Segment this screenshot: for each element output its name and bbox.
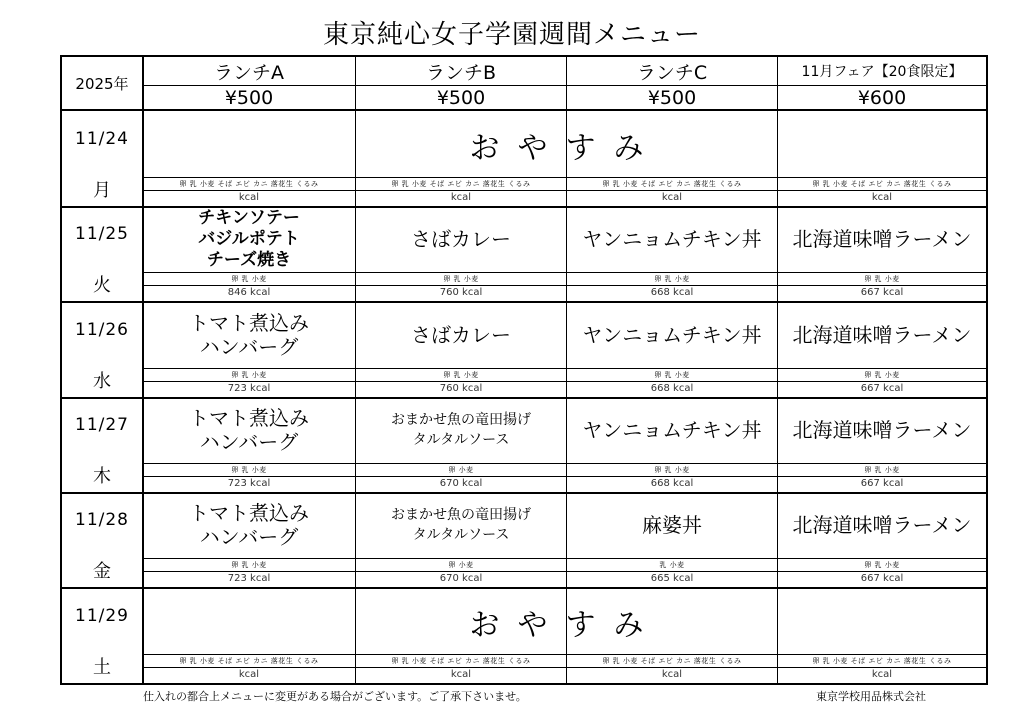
dish-name: 麻婆丼: [642, 513, 702, 537]
holiday-label: おやすみ: [469, 608, 662, 643]
dish-name: ヤンニョムチキン丼: [582, 323, 762, 347]
calorie-value: kcal: [871, 191, 893, 203]
row-divider: [143, 190, 988, 191]
calorie-value: 760 kcal: [439, 382, 483, 394]
calorie-value: 667 kcal: [860, 477, 904, 489]
allergen-list: 卵 乳 小麦 そば エビ カニ 落花生 くるみ: [179, 656, 319, 665]
row-divider: [143, 654, 988, 655]
allergen-list: 卵 乳 小麦: [864, 560, 900, 569]
day-of-week: 木: [93, 466, 111, 487]
calorie-value: kcal: [238, 668, 260, 680]
calorie-value: 668 kcal: [650, 477, 694, 489]
day-date: 11/24: [75, 129, 129, 149]
dish-name: ヤンニョムチキン丼: [582, 227, 762, 251]
calorie-value: kcal: [450, 191, 472, 203]
allergen-list: 卵 乳 小麦: [231, 465, 267, 474]
allergen-list: 卵 乳 小麦: [654, 465, 690, 474]
menu-table: [60, 55, 988, 685]
allergen-list: 卵 乳 小麦 そば エビ カニ 落花生 くるみ: [391, 656, 531, 665]
allergen-list: 卵 乳 小麦 そば エビ カニ 落花生 くるみ: [602, 656, 742, 665]
day-of-week: 月: [93, 180, 111, 201]
day-date: 11/26: [75, 320, 129, 340]
allergen-list: 卵 乳 小麦 そば エビ カニ 落花生 くるみ: [179, 179, 319, 188]
lunch-a-price: ¥500: [224, 86, 274, 109]
page-title: 東京純心女子学園週間メニュー: [322, 20, 701, 50]
dish-name: 北海道味噌ラーメン: [792, 418, 972, 442]
holiday-label: おやすみ: [469, 131, 662, 166]
dish-name: トマト煮込み ハンバーグ: [189, 406, 309, 454]
day-divider: [62, 587, 988, 589]
calorie-value: 665 kcal: [650, 572, 694, 584]
allergen-list: 卵 乳 小麦 そば エビ カニ 落花生 くるみ: [812, 656, 952, 665]
lunch-c-name: ランチC: [636, 61, 708, 84]
allergen-list: 卵 乳 小麦 そば エビ カニ 落花生 くるみ: [391, 179, 531, 188]
row-divider: [143, 285, 988, 286]
row-divider: [143, 667, 988, 668]
allergen-list: 乳 小麦: [659, 560, 685, 569]
calorie-value: kcal: [661, 668, 683, 680]
day-date: 11/27: [75, 415, 129, 435]
calorie-value: 723 kcal: [227, 572, 271, 584]
calorie-value: 668 kcal: [650, 382, 694, 394]
allergen-list: 卵 乳 小麦: [231, 274, 267, 283]
row-divider: [143, 463, 988, 464]
lunch-b-name: ランチB: [425, 61, 497, 84]
dish-name: トマト煮込み ハンバーグ: [189, 501, 309, 549]
calorie-value: 667 kcal: [860, 286, 904, 298]
fair-lunch-price: ¥600: [857, 86, 907, 109]
calorie-value: kcal: [661, 191, 683, 203]
allergen-list: 卵 乳 小麦 そば エビ カニ 落花生 くるみ: [602, 179, 742, 188]
calorie-value: 760 kcal: [439, 286, 483, 298]
row-divider: [143, 368, 988, 369]
row-divider: [143, 381, 988, 382]
allergen-list: 卵 乳 小麦: [864, 370, 900, 379]
dish-name: トマト煮込み ハンバーグ: [189, 311, 309, 359]
calorie-value: 670 kcal: [439, 572, 483, 584]
dish-name: おまかせ魚の竜田揚げ タルタルソース: [391, 507, 531, 543]
dish-name: 北海道味噌ラーメン: [792, 513, 972, 537]
day-date: 11/25: [75, 224, 129, 244]
allergen-list: 卵 乳 小麦: [654, 274, 690, 283]
day-of-week: 金: [93, 561, 111, 582]
allergen-list: 卵 小麦: [448, 465, 474, 474]
day-of-week: 水: [93, 371, 111, 392]
dish-name: さばカレー: [411, 227, 511, 251]
calorie-value: 723 kcal: [227, 477, 271, 489]
lunch-c-price: ¥500: [647, 86, 697, 109]
day-of-week: 土: [93, 657, 111, 678]
lunch-b-price: ¥500: [436, 86, 486, 109]
calorie-value: kcal: [450, 668, 472, 680]
row-divider: [143, 558, 988, 559]
calorie-value: 723 kcal: [227, 382, 271, 394]
calorie-value: 667 kcal: [860, 382, 904, 394]
calorie-value: kcal: [871, 668, 893, 680]
year-label: 2025年: [75, 74, 129, 93]
dish-name: チキンソテー バジルポテト チーズ焼き: [198, 207, 300, 270]
calorie-value: 846 kcal: [227, 286, 271, 298]
allergen-list: 卵 乳 小麦: [231, 560, 267, 569]
calorie-value: 670 kcal: [439, 477, 483, 489]
allergen-list: 卵 乳 小麦: [443, 274, 479, 283]
allergen-list: 卵 乳 小麦: [443, 370, 479, 379]
company-name: 東京学校用品株式会社: [816, 690, 926, 703]
lunch-a-name: ランチA: [214, 61, 284, 84]
allergen-list: 卵 乳 小麦 そば エビ カニ 落花生 くるみ: [812, 179, 952, 188]
calorie-value: kcal: [238, 191, 260, 203]
allergen-list: 卵 乳 小麦: [654, 370, 690, 379]
dish-name: ヤンニョムチキン丼: [582, 418, 762, 442]
dish-name: さばカレー: [411, 323, 511, 347]
row-divider: [143, 571, 988, 572]
day-date: 11/28: [75, 510, 129, 530]
row-divider: [143, 272, 988, 273]
allergen-list: 卵 乳 小麦: [864, 274, 900, 283]
dish-name: おまかせ魚の竜田揚げ タルタルソース: [391, 412, 531, 448]
allergen-list: 卵 乳 小麦: [864, 465, 900, 474]
allergen-list: 卵 小麦: [448, 560, 474, 569]
allergen-list: 卵 乳 小麦: [231, 370, 267, 379]
row-divider: [143, 177, 988, 178]
footnote: 仕入れの都合上メニューに変更がある場合がございます。ご了承下さいませ。: [143, 690, 527, 703]
dish-name: 北海道味噌ラーメン: [792, 227, 972, 251]
day-of-week: 火: [93, 275, 111, 296]
calorie-value: 667 kcal: [860, 572, 904, 584]
row-divider: [143, 476, 988, 477]
calorie-value: 668 kcal: [650, 286, 694, 298]
day-date: 11/29: [75, 606, 129, 626]
dish-name: 北海道味噌ラーメン: [792, 323, 972, 347]
fair-lunch-name: 11月フェア【20食限定】: [801, 64, 963, 80]
